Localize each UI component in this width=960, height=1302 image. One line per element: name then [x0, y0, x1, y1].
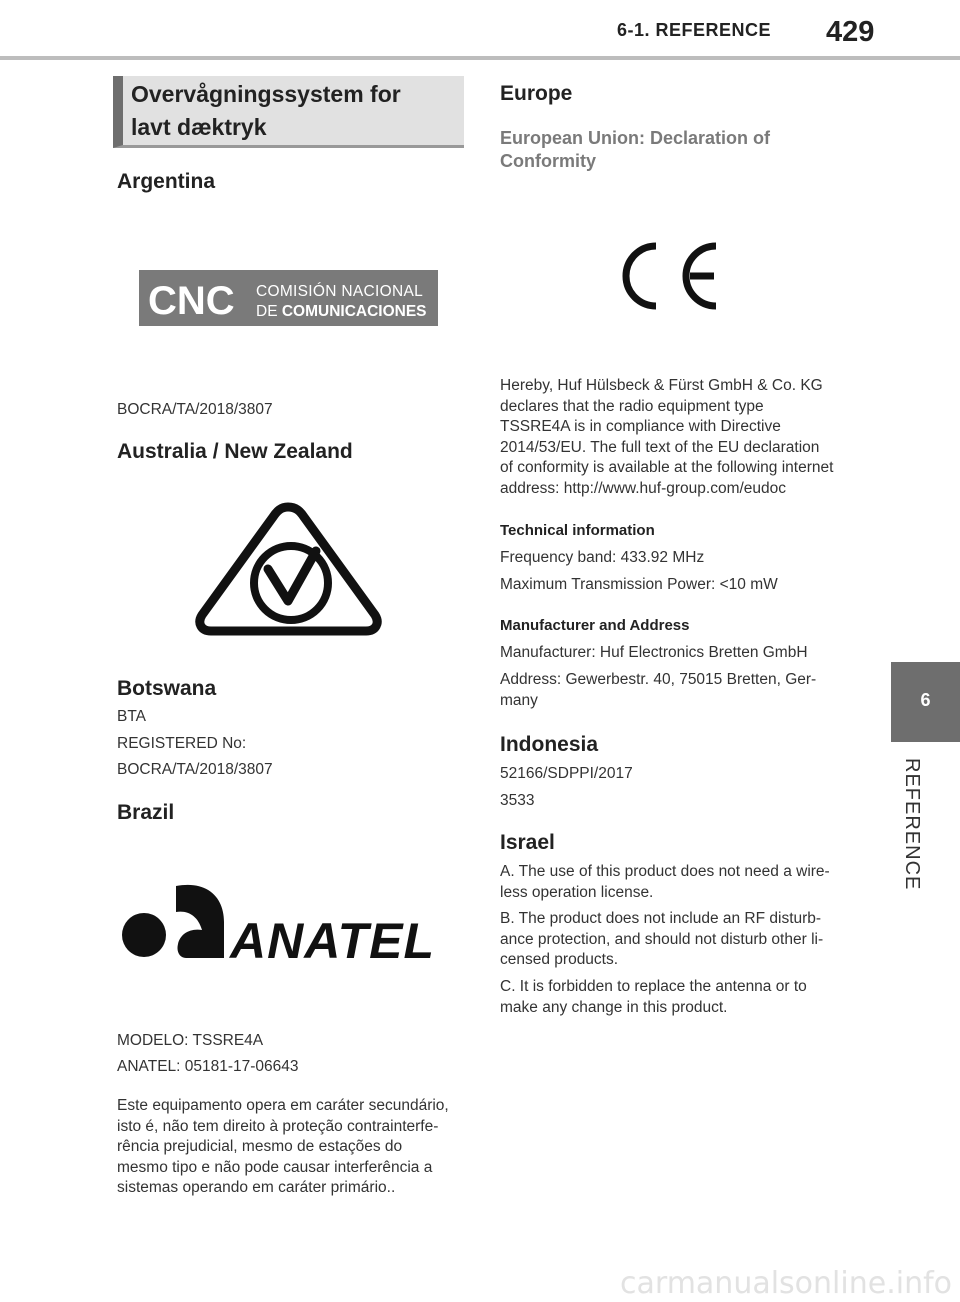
- page-number: 429: [826, 16, 875, 48]
- israel-clause-line: less operation license.: [500, 883, 654, 901]
- eu-declaration-line: Hereby, Huf Hülsbeck & Fürst GmbH & Co. KG: [500, 377, 823, 394]
- manufacturer-name: Manufacturer: Huf Electronics Bretten GmbH: [500, 644, 808, 661]
- israel-clause-line: C. It is forbidden to replace the antenna or to: [500, 978, 807, 995]
- heading-indonesia: Indonesia: [500, 733, 599, 756]
- cnc-logo-line2-a: DE: [256, 303, 282, 320]
- transmission-power: Maximum Transmission Power: <10 mW: [500, 576, 778, 593]
- rcm-check-icon: [192, 497, 385, 639]
- eu-declaration-line: 2014/53/EU. The full text of the EU declaration: [500, 438, 820, 456]
- section-heading-line: lavt dæktryk: [131, 114, 267, 140]
- botswana-line: REGISTERED No:: [117, 735, 247, 752]
- eu-declaration-line: address: http://www.huf-group.com/eudoc: [500, 479, 787, 497]
- anatel-logo-text: ANATEL: [230, 913, 436, 960]
- brazil-paragraph-line: sistemas operando em caráter primário..: [117, 1179, 396, 1196]
- israel-clause-b: [500, 909, 823, 971]
- israel-clause-c: [500, 977, 807, 1018]
- israel-clause-line: B. The product does not include an RF disturb-: [500, 910, 822, 927]
- eu-declaration-text: [500, 376, 833, 499]
- brazil-paragraph: [117, 1096, 449, 1199]
- manufacturer-address: [500, 670, 816, 711]
- cnc-logo-graphic: [139, 270, 438, 326]
- address-line: many: [500, 691, 538, 709]
- cnc-logo-mark: CNC: [148, 279, 235, 323]
- cnc-logo-line2: [256, 303, 427, 320]
- heading-israel: Israel: [500, 831, 555, 854]
- israel-clause-line: A. The use of this product does not need a wire-: [500, 863, 830, 880]
- frequency-band: Frequency band: 433.92 MHz: [500, 549, 705, 566]
- subheading-eu-declaration: [500, 127, 770, 173]
- eu-declaration-line: TSSRE4A is in compliance with Directive: [500, 418, 781, 435]
- subheading-line: European Union: Declaration of: [500, 128, 771, 148]
- brazil-paragraph-line: mesmo tipo e não pode causar interferência a: [117, 1158, 433, 1176]
- israel-clause-line: make any change in this product.: [500, 998, 728, 1016]
- subheading-line: Conformity: [500, 151, 596, 171]
- watermark: carmanualsonline.info: [620, 1266, 952, 1301]
- israel-clause-line: censed products.: [500, 951, 619, 968]
- indonesia-line: 3533: [500, 792, 535, 809]
- heading-brazil: Brazil: [117, 801, 175, 824]
- brazil-paragraph-line: rência prejudicial, mesmo de estações do: [117, 1138, 403, 1155]
- botswana-line: BOCRA/TA/2018/3807: [117, 761, 273, 778]
- heading-argentina: Argentina: [117, 170, 216, 193]
- address-line: Address: Gewerbestr. 40, 75015 Bretten, Ger-: [500, 671, 817, 688]
- heading-australia: Australia / New Zealand: [117, 440, 353, 463]
- israel-clause-line: ance protection, and should not disturb other li-: [500, 930, 824, 948]
- heading-manufacturer: Manufacturer and Address: [500, 617, 690, 634]
- brazil-paragraph-line: isto é, não tem direito à proteção contrainterfe-: [117, 1117, 439, 1135]
- section-title-box: [113, 76, 464, 148]
- indonesia-line: 52166/SDPPI/2017: [500, 765, 633, 782]
- brazil-model: MODELO: TSSRE4A: [117, 1032, 264, 1049]
- chapter-tab: [891, 662, 960, 742]
- eu-declaration-line: of conformity is available at the following internet: [500, 459, 834, 476]
- israel-clause-a: [500, 862, 830, 903]
- header-divider: [0, 56, 960, 60]
- chapter-number: 6: [920, 690, 931, 710]
- brazil-anatel-code: ANATEL: 05181-17-06643: [117, 1058, 299, 1075]
- cnc-logo-line1: COMISIÓN NACIONAL: [256, 283, 424, 300]
- botswana-line: BTA: [117, 708, 146, 725]
- cnc-logo: [139, 270, 438, 326]
- section-heading: [131, 78, 401, 144]
- anatel-logo: [120, 878, 448, 960]
- heading-botswana: Botswana: [117, 677, 217, 700]
- chapter-label: REFERENCE: [901, 758, 923, 891]
- heading-technical-information: Technical information: [500, 522, 655, 539]
- brazil-paragraph-line: Este equipamento opera em caráter secundário,: [117, 1097, 449, 1114]
- eu-declaration-line: declares that the radio equipment type: [500, 397, 764, 415]
- section-title: 6-1. REFERENCE: [617, 20, 772, 40]
- cnc-logo-line2-b: COMUNICACIONES: [281, 303, 427, 320]
- heading-europe: Europe: [500, 82, 573, 105]
- ce-mark-icon: [618, 240, 722, 312]
- argentina-code: BOCRA/TA/2018/3807: [117, 401, 273, 418]
- section-heading-line: Overvågningssystem for: [131, 81, 401, 107]
